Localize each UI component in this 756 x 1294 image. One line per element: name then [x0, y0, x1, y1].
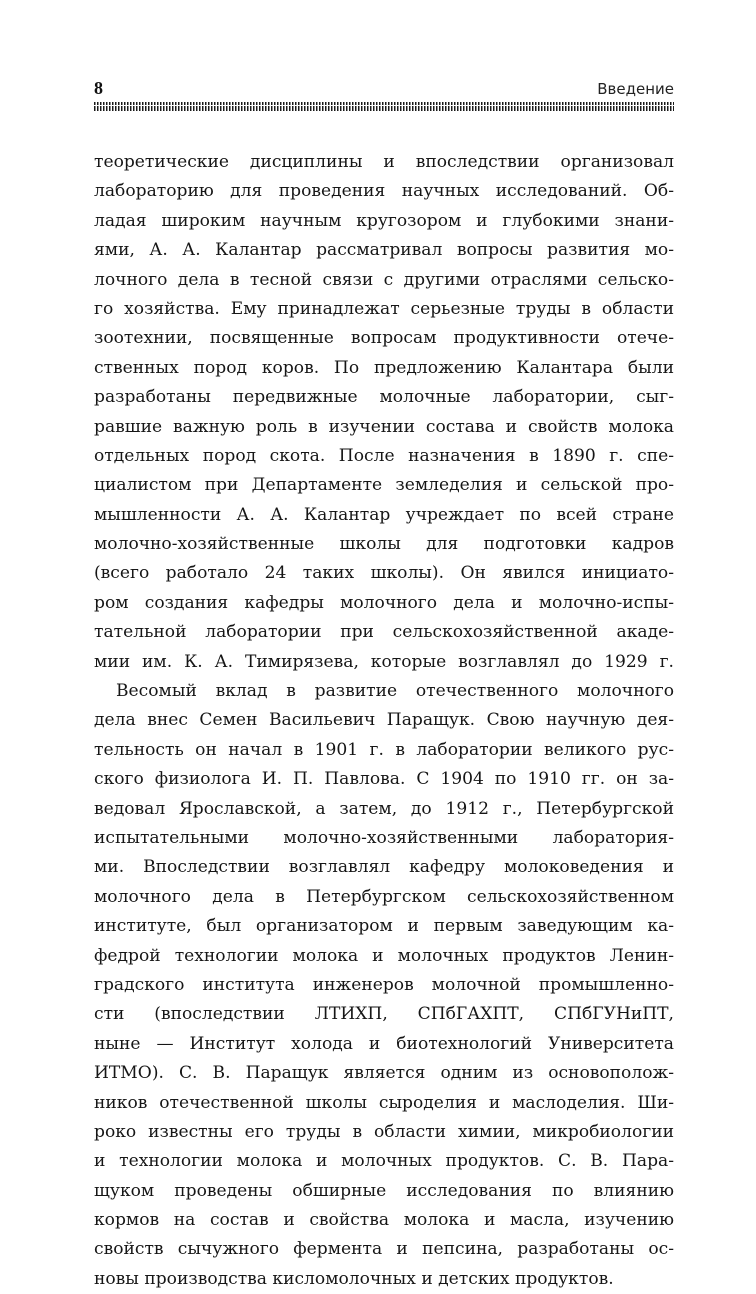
paragraph-1 — [94, 148, 674, 677]
text-line: равшие важную роль в изучении состава и свойств молока — [94, 416, 674, 437]
text-line: ныне — Институт холода и биотехнологий Университета — [94, 1033, 674, 1054]
text-line: лабораторию для проведения научных исследований. Об- — [94, 181, 674, 202]
page-header — [94, 78, 674, 100]
text-line: свойств сычужного фермента и пепсина, разработаны ос- — [94, 1239, 674, 1260]
text-line: кормов на состав и свойства молока и масла, изучению — [94, 1210, 674, 1231]
text-line: федрой технологии молока и молочных продуктов Ленин- — [94, 945, 674, 966]
text-line: циалистом при Департаменте земледелия и сельской про- — [94, 475, 674, 496]
text-line: ми. Впоследствии возглавлял кафедру молоковедения и — [94, 857, 674, 878]
text-line: разработаны передвижные молочные лаборатории, сыг- — [94, 387, 674, 408]
text-line: градского института инженеров молочной промышленно- — [94, 974, 674, 995]
page-number: 8 — [94, 78, 103, 98]
text-line: сти (впоследствии ЛТИХП, СПбГАХПТ, СПбГУНиПТ, — [94, 1004, 674, 1025]
text-line: ников отечественной школы сыроделия и маслоделия. Ши- — [94, 1092, 674, 1113]
text-line: щуком проведены обширные исследования по влиянию — [94, 1180, 674, 1201]
text-line: ского физиолога И. П. Павлова. С 1904 по 1910 гг. он за- — [94, 769, 674, 790]
text-line: лочного дела в тесной связи с другими отраслями сельско- — [94, 269, 674, 290]
text-line: дела внес Семен Васильевич Паращук. Свою научную дея- — [94, 710, 674, 731]
header-rule — [94, 102, 674, 111]
text-line: испытательными молочно-хозяйственными лаборатория- — [94, 827, 674, 848]
text-line: и технологии молока и молочных продуктов. С. В. Пара- — [94, 1151, 674, 1172]
text-line: ладая широким научным кругозором и глубокими знани- — [94, 210, 674, 231]
text-line: отдельных пород скота. После назначения в 1890 г. спе- — [94, 445, 674, 466]
running-title: Введение — [597, 80, 674, 98]
body-text — [94, 148, 674, 1294]
text-line: мии им. К. А. Тимирязева, которые возглавлял до 1929 г. — [94, 651, 674, 672]
text-line: тательной лаборатории при сельскохозяйственной акаде- — [94, 622, 674, 643]
text-line: мышленности А. А. Калантар учреждает по всей стране — [94, 504, 674, 525]
text-line: новы производства кисломолочных и детских продуктов. — [94, 1268, 614, 1289]
text-line: молочно-хозяйственные школы для подготовки кадров — [94, 534, 674, 555]
text-line: ями, А. А. Калантар рассматривал вопросы развития мо- — [94, 240, 674, 261]
text-line: ственных пород коров. По предложению Калантара были — [94, 357, 674, 378]
text-line: молочного дела в Петербургском сельскохозяйственном — [94, 886, 674, 907]
text-line: ведовал Ярославской, а затем, до 1912 г., Петербургской — [94, 798, 674, 819]
text-line: Весомый вклад в развитие отечественного молочного — [116, 681, 674, 702]
text-line: (всего работало 24 таких школы). Он явился инициато- — [94, 563, 674, 584]
text-line: роко известны его труды в области химии, микробиологии — [94, 1121, 674, 1142]
paragraph-2 — [94, 677, 674, 1294]
text-line: ром создания кафедры молочного дела и молочно-испы- — [94, 592, 674, 613]
text-line: зоотехнии, посвященные вопросам продуктивности отече- — [94, 328, 674, 349]
text-line: тельность он начал в 1901 г. в лаборатории великого рус- — [94, 739, 674, 760]
text-line: институте, был организатором и первым заведующим ка- — [94, 916, 674, 937]
text-line: го хозяйства. Ему принадлежат серьезные труды в области — [94, 298, 674, 319]
text-line: ИТМО). С. В. Паращук является одним из основополож- — [94, 1063, 674, 1084]
text-line: теоретические дисциплины и впоследствии организовал — [94, 152, 674, 172]
